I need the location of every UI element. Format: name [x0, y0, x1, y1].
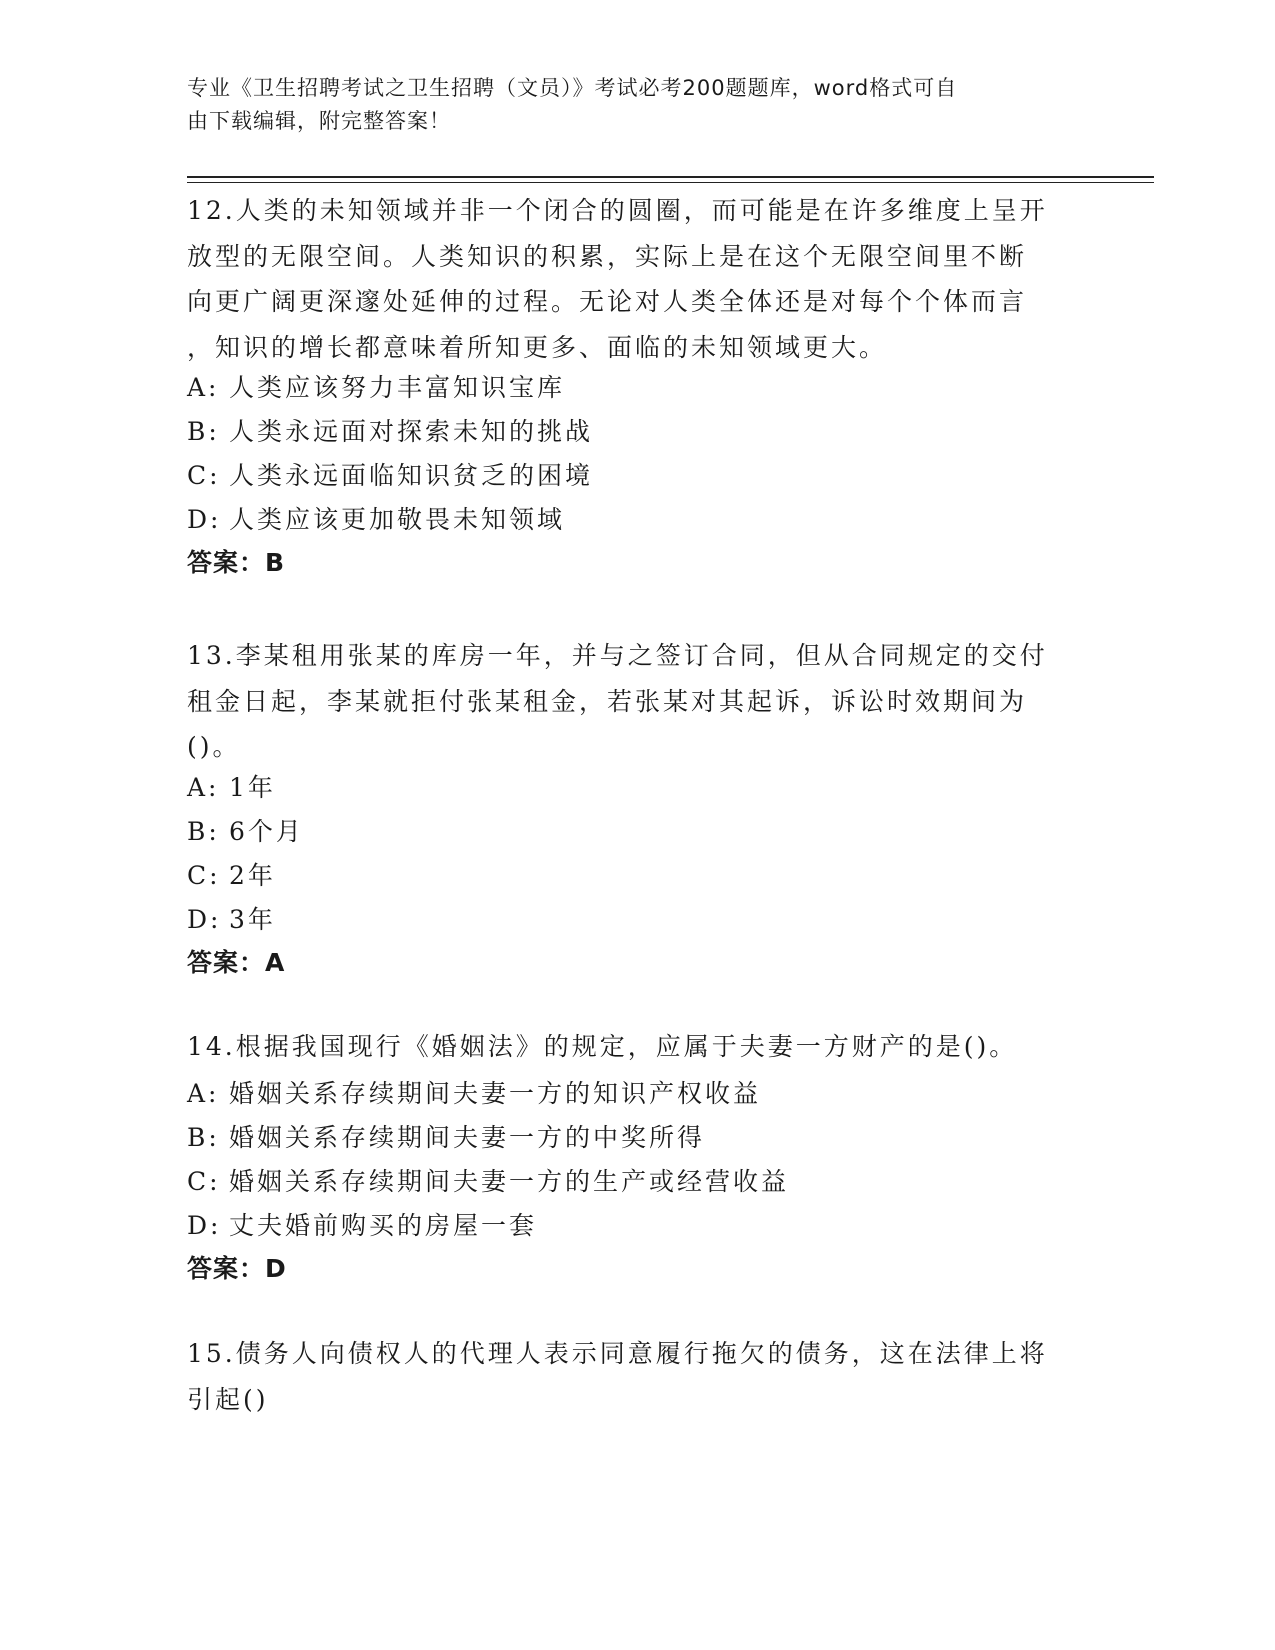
option-key: B:	[187, 1123, 220, 1152]
header-line-1: 专业《卫生招聘考试之卫生招聘（文员）》考试必考200题题库，word格式可自	[187, 76, 958, 100]
question-14-stem	[187, 1024, 1087, 1070]
question-12-option-d	[187, 503, 565, 537]
option-text: 丈夫婚前购买的房屋一套	[229, 1211, 538, 1240]
question-12-option-b	[187, 415, 593, 449]
option-key: D:	[187, 905, 222, 934]
option-key: D:	[187, 1211, 222, 1240]
option-text: 人类永远面对探索未知的挑战	[229, 417, 594, 446]
option-text: 1年	[229, 773, 276, 802]
stem-line: 放型的无限空间。人类知识的积累，实际上是在这个无限空间里不断	[187, 241, 1028, 271]
question-13-answer: 答案：A	[187, 948, 286, 977]
question-15-stem	[187, 1331, 1087, 1422]
option-key: A:	[187, 1079, 220, 1108]
option-text: 人类应该努力丰富知识宝库	[229, 373, 566, 402]
option-key: B:	[187, 417, 220, 446]
stem-line: 12.人类的未知领域并非一个闭合的圆圈，而可能是在许多维度上呈开	[187, 196, 1048, 225]
question-12-option-a	[187, 371, 565, 405]
question-12-stem	[187, 188, 1087, 370]
stem-line: 引起()	[187, 1384, 269, 1414]
option-key: C:	[187, 861, 221, 890]
question-13-option-b	[187, 815, 304, 849]
question-13-stem	[187, 633, 1087, 770]
stem-line: 14.根据我国现行《婚姻法》的规定，应属于夫妻一方财产的是()。	[187, 1032, 1018, 1061]
option-text: 人类永远面临知识贫乏的困境	[229, 461, 594, 490]
stem-line: 向更广阔更深邃处延伸的过程。无论对人类全体还是对每个个体而言	[187, 287, 1028, 316]
header-line-2: 由下载编辑，附完整答案！	[187, 109, 451, 133]
option-text: 2年	[229, 861, 276, 890]
option-key: C:	[187, 461, 221, 490]
option-text: 3年	[229, 905, 276, 934]
option-text: 6个月	[229, 817, 304, 846]
question-13-option-c	[187, 859, 276, 893]
option-text: 人类应该更加敬畏未知领域	[229, 505, 566, 534]
question-14-option-c	[187, 1165, 789, 1199]
question-13-option-d	[187, 903, 276, 937]
option-text: 婚姻关系存续期间夫妻一方的知识产权收益	[229, 1079, 762, 1108]
header-divider-thick	[187, 176, 1154, 178]
question-14-option-a	[187, 1077, 761, 1111]
stem-line: 13.李某租用张某的库房一年，并与之签订合同，但从合同规定的交付	[187, 641, 1048, 670]
option-text: 婚姻关系存续期间夫妻一方的生产或经营收益	[229, 1167, 790, 1196]
stem-line: 15.债务人向债权人的代理人表示同意履行拖欠的债务，这在法律上将	[187, 1339, 1048, 1368]
header-divider-thin	[187, 182, 1154, 183]
document-header	[187, 72, 1067, 138]
stem-line: ()。	[187, 732, 241, 761]
option-key: A:	[187, 773, 220, 802]
option-key: D:	[187, 505, 222, 534]
question-14-option-d	[187, 1209, 537, 1243]
question-13-option-a	[187, 771, 276, 805]
stem-line: 租金日起，李某就拒付张某租金，若张某对其起诉，诉讼时效期间为	[187, 686, 1028, 716]
question-14-option-b	[187, 1121, 705, 1155]
option-text: 婚姻关系存续期间夫妻一方的中奖所得	[229, 1123, 706, 1152]
question-12-answer: 答案：B	[187, 548, 286, 577]
option-key: C:	[187, 1167, 221, 1196]
option-key: A:	[187, 373, 220, 402]
option-key: B:	[187, 817, 220, 846]
question-14-answer: 答案：D	[187, 1254, 287, 1283]
question-12-option-c	[187, 459, 593, 493]
stem-line: ，知识的增长都意味着所知更多、面临的未知领域更大。	[187, 332, 888, 362]
